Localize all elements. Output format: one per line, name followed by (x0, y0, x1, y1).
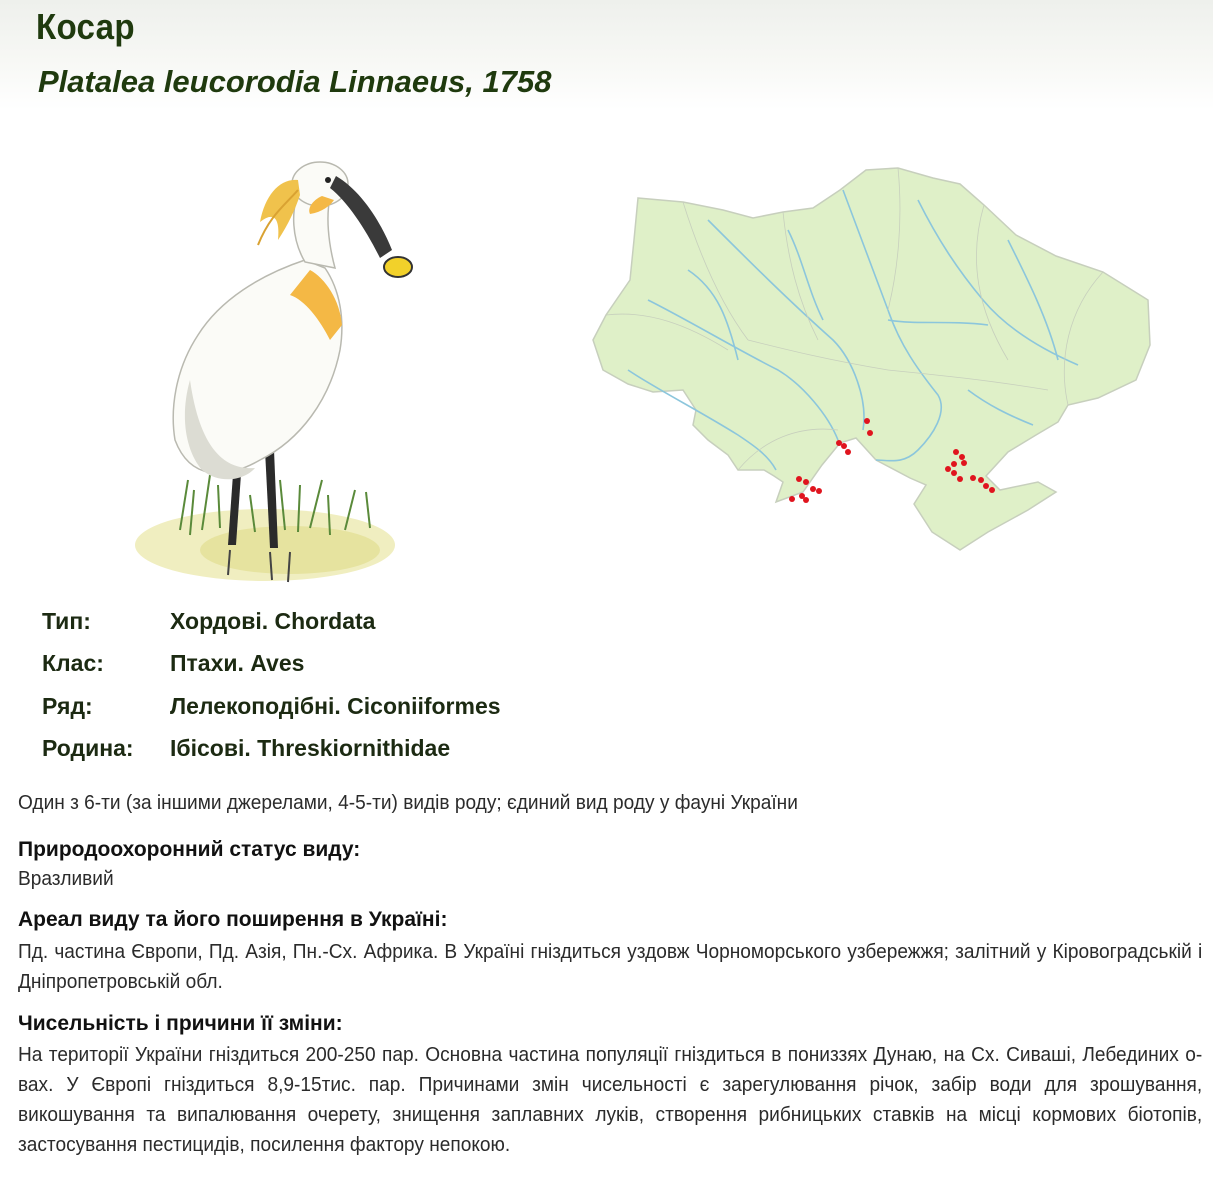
taxonomy-row (42, 685, 501, 728)
intro-text: Один з 6-ти (за іншими джерелами, 4-5-ти) видів роду; єдиний вид роду у фауні України (18, 792, 798, 814)
taxonomy-value: Ібісові. Threskiornithidae (170, 735, 451, 762)
taxonomy-row (42, 643, 501, 686)
taxonomy-row (42, 600, 501, 643)
taxonomy-label: Тип: (42, 607, 91, 634)
status-text: Вразливий (18, 868, 114, 890)
taxonomy-label: Ряд: (42, 692, 93, 719)
taxonomy-value: Птахи. Aves (170, 650, 305, 677)
population-text: На території України гніздиться 200-250 пар. Основна частина популяції гніздиться в пониззях Дунаю, на Сх. Сиваші, Лебединих о-вах. У Європі гніздиться 8,9-15тис. пар. Причинами змін чисельності є зарегулювання річок, забір води для зрошування, викошування та випалювання очерету, знищення заплавних луків, створення рибницьких ставків на місці кормових біотопів, застосування пестицидів, посилення фактору непокою. (18, 1044, 1203, 1156)
distribution-map (588, 160, 1168, 555)
status-heading: Природоохоронний статус виду: (18, 838, 361, 861)
taxonomy-value: Хордові. Chordata (170, 607, 376, 634)
spoonbill-illustration (130, 150, 430, 585)
species-latin-name: Platalea leucorodia Linnaeus, 1758 (38, 64, 552, 99)
taxonomy-value: Лелекоподібні. Ciconiiformes (170, 692, 501, 719)
taxonomy-table (42, 600, 501, 770)
taxonomy-row (42, 728, 501, 771)
taxonomy-label: Родина: (42, 735, 134, 762)
range-heading: Ареал виду та його поширення в Україні: (18, 908, 448, 931)
species-common-name: Косар (36, 6, 135, 47)
taxonomy-label: Клас: (42, 650, 104, 677)
range-text: Пд. частина Європи, Пд. Азія, Пн.-Сх. Африка. В Україні гніздиться уздовж Чорноморського узбережжя; залітний у Кіровоградській і Дніпропетровській обл. (18, 941, 1203, 993)
population-heading: Чисельність і причини її зміни: (18, 1012, 343, 1035)
